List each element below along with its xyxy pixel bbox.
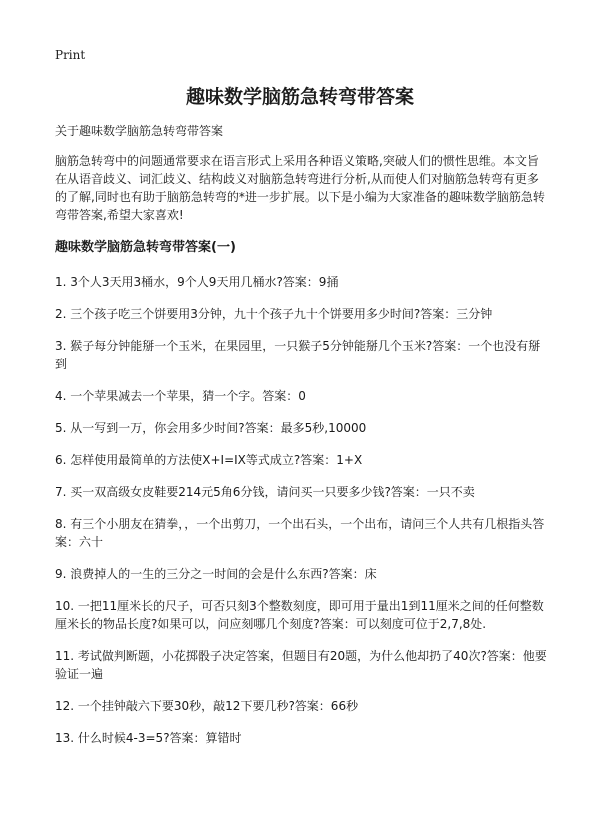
riddle-item: 4. 一个苹果减去一个苹果，猜一个字。答案：0 bbox=[55, 389, 306, 403]
riddle-item: 8. 有三个小朋友在猜拳，，一个出剪刀，一个出石头，一个出布，请问三个人共有几根指头答案：六十 bbox=[55, 517, 545, 549]
print-link[interactable]: Print bbox=[55, 48, 86, 62]
riddle-item: 13. 什么时候4-3=5?答案：算错时 bbox=[55, 731, 242, 745]
riddle-item: 6. 怎样使用最简单的方法使X+I=IX等式成立?答案：1+X bbox=[55, 453, 363, 467]
riddle-item: 5. 从一写到一万，你会用多少时间?答案：最多5秒,10000 bbox=[55, 421, 367, 435]
riddle-item: 11. 考试做判断题，小花掷骰子决定答案，但题目有20题，为什么他却扔了40次?答案：他要验证一遍 bbox=[55, 649, 547, 681]
page-title: 趣味数学脑筋急转弯带答案 bbox=[185, 86, 414, 108]
article-body bbox=[55, 122, 550, 761]
riddle-item: 12. 一个挂钟敲六下要30秒，敲12下要几秒?答案：66秒 bbox=[55, 699, 359, 713]
riddle-item: 1. 3个人3天用3桶水，9个人9天用几桶水?答案：9捅 bbox=[55, 275, 339, 289]
riddle-item: 9. 浪费掉人的一生的三分之一时间的会是什么东西?答案：床 bbox=[55, 567, 377, 581]
section-heading: 趣味数学脑筋急转弯带答案(一) bbox=[55, 240, 236, 255]
riddle-item: 3. 猴子每分钟能掰一个玉米，在果园里，一只猴子5分钟能掰几个玉米?答案：一个也没有掰到 bbox=[55, 339, 541, 371]
riddle-item: 10. 一把11厘米长的尺子，可否只刻3个整数刻度，即可用于量出1到11厘米之间的任何整数厘米长的物品长度?如果可以，问应刻哪几个刻度?答案：可以刻度可位于2,7,8处. bbox=[55, 599, 544, 631]
riddle-item: 2. 三个孩子吃三个饼要用3分钟，九十个孩子九十个饼要用多少时间?答案：三分钟 bbox=[55, 307, 493, 321]
riddle-item: 7. 买一双高级女皮鞋要214元5角6分钱，请问买一只要多少钱?答案：一只不卖 bbox=[55, 485, 475, 499]
intro-paragraph: 脑筋急转弯中的问题通常要求在语言形式上采用各种语义策略,突破人们的惯性思维。本文旨在从语音歧义、词汇歧义、结构歧义对脑筋急转弯进行分析,从而使人们对脑筋急转弯有更多的了解,同时也有助于脑筋急转弯的*进一步扩展。以下是小编为大家准备的趣味数学脑筋急转弯带答案,希望大家喜欢! bbox=[55, 154, 545, 222]
riddle-list bbox=[55, 273, 550, 747]
article-subtitle: 关于趣味数学脑筋急转弯带答案 bbox=[55, 124, 224, 138]
